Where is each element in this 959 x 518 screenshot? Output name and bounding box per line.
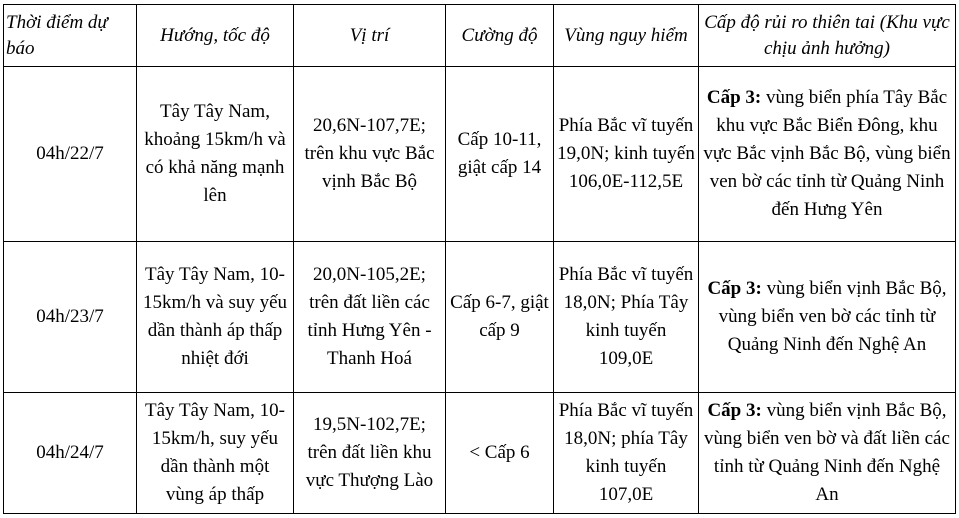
cell-time: 04h/24/7 — [4, 392, 137, 513]
table-row — [4, 242, 956, 392]
risk-level-label: Cấp 3: — [706, 87, 762, 109]
risk-level-label: Cấp 3: — [707, 278, 762, 300]
header-intensity: Cường độ — [446, 5, 554, 67]
risk-area-text: vùng biển phía Tây Bắc khu vực Bắc Biển Đông, khu vực Bắc vịnh Bắc Bộ, vùng biển ven bờ các tỉnh từ Quảng Ninh đến Hưng Yên — [703, 87, 951, 221]
header-danger-zone: Vùng nguy hiểm — [554, 5, 699, 67]
cell-time: 04h/22/7 — [4, 67, 137, 242]
header-position: Vị trí — [294, 5, 446, 67]
header-forecast-time: Thời điểm dự báo — [4, 5, 137, 67]
risk-area-text: vùng biển vịnh Bắc Bộ, vùng biển ven bờ và đất liền các tỉnh từ Quảng Ninh đến Nghệ An — [704, 399, 950, 505]
cell-danger-zone: Phía Bắc vĩ tuyến 19,0N; kinh tuyến 106,0E-112,5E — [554, 67, 699, 242]
risk-area-text: vùng biển vịnh Bắc Bộ, vùng biển ven bờ các tỉnh từ Quảng Ninh đến Nghệ An — [718, 278, 947, 356]
cell-intensity: Cấp 10-11, giật cấp 14 — [446, 67, 554, 242]
header-direction-speed: Hướng, tốc độ — [137, 5, 294, 67]
storm-forecast-table — [3, 4, 956, 514]
cell-position: 19,5N-102,7E; trên đất liền khu vực Thượng Lào — [294, 392, 446, 513]
cell-risk — [699, 392, 956, 513]
cell-risk — [699, 242, 956, 392]
cell-direction: Tây Tây Nam, khoảng 15km/h và có khả năng mạnh lên — [137, 67, 294, 242]
cell-risk — [699, 67, 956, 242]
cell-danger-zone: Phía Bắc vĩ tuyến 18,0N; phía Tây kinh tuyến 107,0E — [554, 392, 699, 513]
cell-intensity: < Cấp 6 — [446, 392, 554, 513]
table-row — [4, 67, 956, 242]
cell-danger-zone: Phía Bắc vĩ tuyến 18,0N; Phía Tây kinh tuyến 109,0E — [554, 242, 699, 392]
table-row — [4, 392, 956, 513]
cell-position: 20,0N-105,2E; trên đất liền các tỉnh Hưng Yên - Thanh Hoá — [294, 242, 446, 392]
cell-time: 04h/23/7 — [4, 242, 137, 392]
header-risk-level: Cấp độ rủi ro thiên tai (Khu vực chịu ảnh hưởng) — [699, 5, 956, 67]
cell-intensity: Cấp 6-7, giật cấp 9 — [446, 242, 554, 392]
risk-level-label: Cấp 3: — [707, 399, 762, 421]
cell-direction: Tây Tây Nam, 10-15km/h và suy yếu dần thành áp thấp nhiệt đới — [137, 242, 294, 392]
cell-position: 20,6N-107,7E; trên khu vực Bắc vịnh Bắc Bộ — [294, 67, 446, 242]
cell-direction: Tây Tây Nam, 10-15km/h, suy yếu dần thành một vùng áp thấp — [137, 392, 294, 513]
table-header-row — [4, 5, 956, 67]
